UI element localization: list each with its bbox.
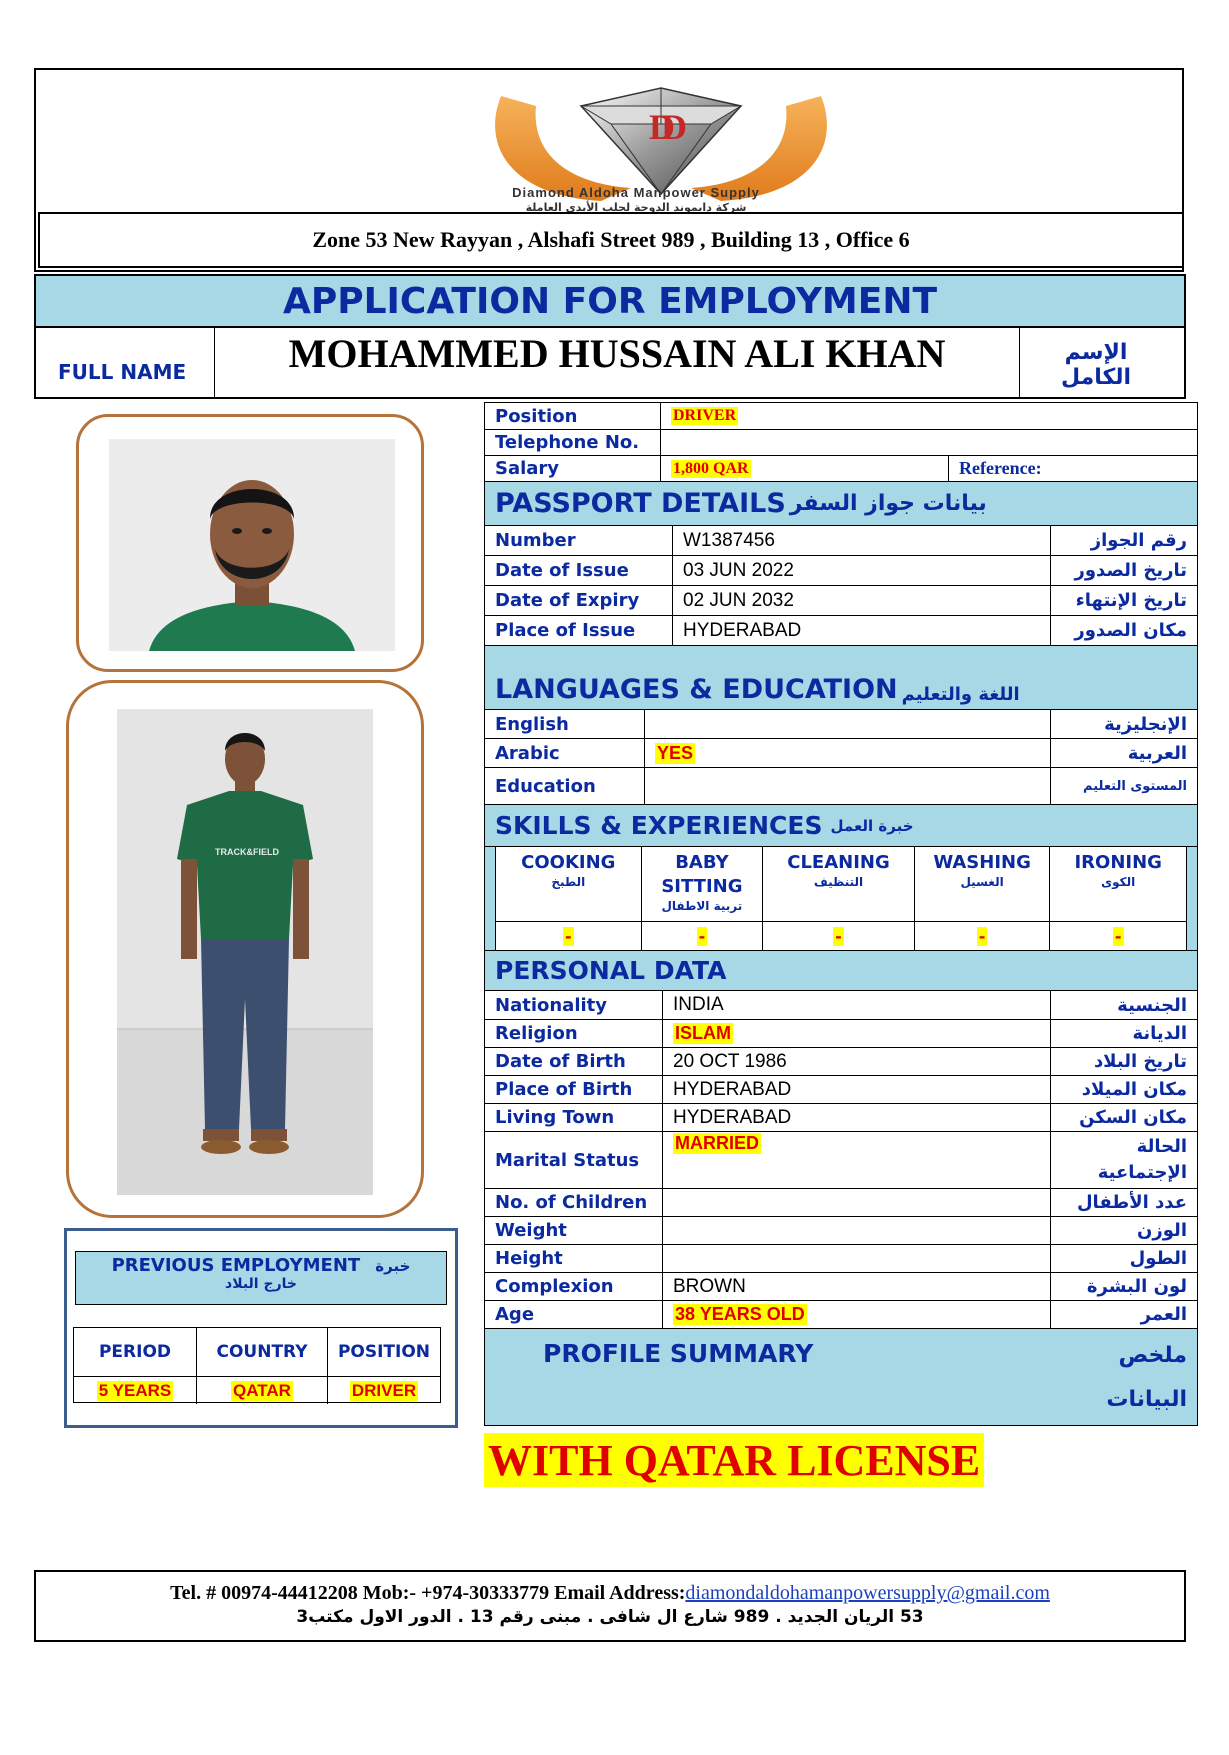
language-row-value: YES — [657, 742, 694, 763]
skill-value: - — [1114, 926, 1122, 946]
table-row — [485, 1104, 1197, 1132]
passport-row-value: 03 JUN 2022 — [683, 559, 794, 581]
skill-value-cell — [496, 922, 642, 950]
logo-letters: DD — [649, 107, 673, 147]
skill-name: COOKING — [521, 852, 616, 873]
salary-label: Salary — [495, 458, 560, 479]
personal-row-label-ar: عدد الأطفال — [1076, 1192, 1187, 1213]
table-row — [485, 1273, 1197, 1301]
footer-contact-line — [36, 1582, 1184, 1605]
skill-value: - — [978, 926, 986, 946]
personal-row-label-ar: الجنسية — [1117, 994, 1187, 1016]
reference-label: Reference: — [959, 458, 1042, 478]
position-header: POSITION — [337, 1342, 431, 1362]
language-row-label: Education — [495, 775, 596, 797]
previous-employment-title: PREVIOUS EMPLOYMENT — [111, 1255, 361, 1276]
languages-table — [485, 710, 1197, 805]
languages-title-ar: اللغة والتعليم — [901, 684, 1020, 705]
table-row — [485, 739, 1197, 768]
personal-row-value: MARRIED — [675, 1133, 759, 1153]
personal-row-value: ISLAM — [675, 1023, 731, 1043]
personal-table — [485, 991, 1197, 1329]
passport-table — [485, 526, 1197, 646]
skill-name: WASHING — [933, 852, 1031, 873]
personal-row-label-ar: الحالة الإجتماعية — [1097, 1136, 1187, 1183]
table-row — [485, 1048, 1197, 1076]
personal-row-label: Weight — [495, 1220, 567, 1241]
table-row — [485, 991, 1197, 1020]
full-name-value: MOHAMMED HUSSAIN ALI KHAN — [288, 331, 946, 376]
portrait-photo — [109, 439, 395, 651]
personal-row-label-ar: مكان الميلاد — [1081, 1079, 1187, 1100]
profile-summary-title: PROFILE SUMMARY — [543, 1339, 814, 1368]
profile-summary-title-ar2: البيانات — [1106, 1387, 1187, 1412]
position-row — [485, 403, 1197, 430]
skill-value: - — [564, 926, 572, 946]
passport-title-ar: بيانات جواز السفر — [789, 491, 987, 516]
previous-employment-title-ar1: خبرة — [375, 1257, 411, 1275]
skill-name-ar: التنظيف — [813, 875, 864, 889]
shirt-text: TRACK&FIELD — [215, 847, 279, 857]
personal-row-label: Living Town — [495, 1107, 615, 1128]
table-row — [485, 526, 1197, 556]
telephone-row — [485, 430, 1197, 456]
full-name-label: FULL NAME — [58, 360, 187, 384]
skill-value-cell — [763, 922, 915, 950]
personal-row-label: No. of Children — [495, 1192, 648, 1213]
personal-row-label-ar: العمر — [1140, 1304, 1187, 1325]
salary-row — [485, 456, 1197, 482]
skill-name: IRONING — [1074, 852, 1162, 873]
table-row — [485, 616, 1197, 646]
skill-value: - — [835, 926, 842, 946]
logo-text-en: Diamond Aldoha Manpower Supply — [512, 185, 760, 200]
personal-row-label: Place of Birth — [495, 1079, 633, 1100]
skill-header — [763, 847, 915, 921]
personal-row-label: Age — [495, 1304, 535, 1325]
salary-value: 1,800 QAR — [673, 459, 749, 477]
period-value: 5 YEARS — [98, 1380, 172, 1400]
personal-row-label-ar: تاريخ البلاد — [1093, 1051, 1187, 1072]
passport-row-value: 02 JUN 2032 — [683, 589, 794, 611]
skill-value-cell — [1050, 922, 1186, 950]
languages-title: LANGUAGES & EDUCATION — [495, 674, 898, 705]
fullbody-photo-frame — [66, 680, 424, 1218]
passport-section-header — [485, 482, 1197, 526]
footer-contact-text: Tel. # 00974-44412208 Mob:- +974-30333779 Email Address: — [170, 1582, 686, 1604]
passport-row-label: Date of Issue — [495, 560, 629, 581]
personal-row-label: Height — [495, 1248, 563, 1269]
personal-title: PERSONAL DATA — [495, 956, 727, 985]
skills-table-wrap — [485, 847, 1197, 951]
logo-text-ar: شركة دايموند الدوحة لجلب الأيدي العاملة — [525, 201, 747, 214]
previous-employment-title-ar2: خارج البلاد — [225, 1276, 297, 1292]
personal-row-label: Nationality — [495, 994, 607, 1016]
skill-name: CLEANING — [787, 852, 890, 873]
passport-row-label: Place of Issue — [495, 620, 636, 641]
passport-row-label: Number — [495, 530, 576, 551]
table-row — [485, 1132, 1197, 1189]
skill-value-cell — [642, 922, 764, 950]
skill-name-ar: الطبخ — [551, 875, 586, 889]
skills-header-row — [496, 847, 1186, 922]
language-row-label-ar: الإنجليزية — [1104, 713, 1187, 735]
skill-header — [642, 847, 764, 921]
period-header: PERIOD — [74, 1328, 197, 1376]
country-header: COUNTRY — [197, 1328, 328, 1376]
language-row-label-ar: المستوى التعليم — [1083, 778, 1187, 794]
portrait-photo-frame — [76, 414, 424, 672]
personal-row-label-ar: الوزن — [1137, 1220, 1187, 1241]
letterhead — [34, 68, 1184, 272]
previous-employment-box — [64, 1228, 458, 1428]
table-row — [485, 1301, 1197, 1329]
personal-row-label-ar: الطول — [1129, 1248, 1187, 1269]
previous-employment-table — [73, 1327, 441, 1403]
license-banner-text: WITH QATAR LICENSE — [488, 1435, 981, 1485]
language-row-label: Arabic — [495, 742, 560, 764]
position-label: Position — [495, 405, 578, 427]
position-value: DRIVER — [351, 1380, 417, 1400]
passport-row-label-ar: تاريخ الصدور — [1074, 560, 1187, 581]
application-title-bar — [34, 274, 1186, 328]
telephone-label: Telephone No. — [495, 432, 640, 453]
table-row — [485, 710, 1197, 739]
table-row — [485, 1076, 1197, 1104]
personal-row-label-ar: الديانة — [1132, 1023, 1187, 1044]
table-row — [485, 556, 1197, 586]
passport-title: PASSPORT DETAILS — [495, 488, 786, 519]
language-row-label: English — [495, 713, 569, 735]
full-name-value-cell — [214, 328, 1020, 398]
license-banner — [484, 1433, 984, 1487]
skills-table — [495, 847, 1187, 950]
skill-name: BABY SITTING — [661, 852, 743, 897]
full-name-label-ar: الإسم الكامل — [1060, 340, 1132, 390]
personal-row-value: HYDERABAD — [673, 1078, 792, 1100]
skill-name-ar: الكوى — [1101, 875, 1136, 889]
skills-value-row — [496, 922, 1186, 950]
skill-name-ar: الغسيل — [960, 875, 1004, 889]
passport-row-label-ar: تاريخ الإنتهاء — [1075, 590, 1187, 611]
profile-summary-title-ar1: ملخص — [1118, 1343, 1187, 1368]
personal-row-label-ar: لون البشرة — [1086, 1276, 1187, 1297]
table-row — [485, 586, 1197, 616]
table-row — [74, 1377, 440, 1404]
table-row — [485, 1217, 1197, 1245]
passport-row-label-ar: مكان الصدور — [1074, 620, 1187, 641]
full-name-row — [34, 327, 1186, 399]
skill-value: - — [698, 926, 706, 946]
language-row-label-ar: العربية — [1127, 742, 1187, 764]
footer-address-ar: 53 الريان الجديد . 989 شارع ال شافى . مبنى رقم 13 . الدور الاول مكتب3 — [296, 1607, 924, 1627]
personal-row-value: 38 YEARS OLD — [675, 1304, 805, 1324]
address-bar — [38, 212, 1184, 268]
skill-header — [496, 847, 642, 921]
fullbody-photo — [117, 709, 373, 1195]
application-title: APPLICATION FOR EMPLOYMENT — [282, 280, 938, 322]
application-form — [484, 402, 1198, 1426]
table-row — [485, 768, 1197, 805]
table-row — [485, 1020, 1197, 1048]
footer-email-link[interactable]: diamondaldohamanpowersupply@gmail.com — [685, 1582, 1050, 1604]
table-header-row — [74, 1328, 440, 1377]
passport-row-label: Date of Expiry — [495, 590, 640, 611]
skill-name-ar: تربية الاطفال — [661, 899, 743, 913]
passport-row-value: HYDERABAD — [683, 619, 802, 641]
personal-row-value: INDIA — [673, 994, 724, 1015]
personal-row-label: Complexion — [495, 1276, 614, 1297]
personal-row-label-ar: مكان السكن — [1079, 1107, 1187, 1128]
previous-employment-header — [75, 1251, 447, 1305]
address-text: Zone 53 New Rayyan , Alshafi Street 989 , Building 13 , Office 6 — [312, 227, 910, 252]
personal-section-header — [485, 951, 1197, 991]
personal-row-value: BROWN — [673, 1275, 746, 1297]
passport-row-value: W1387456 — [683, 529, 775, 551]
personal-row-label: Date of Birth — [495, 1051, 626, 1072]
footer-contact — [34, 1570, 1186, 1642]
skill-header — [915, 847, 1051, 921]
table-row — [485, 1189, 1197, 1217]
skills-title: SKILLS & EXPERIENCES — [495, 811, 823, 840]
skills-section-header — [485, 805, 1197, 847]
skill-value-cell — [915, 922, 1051, 950]
position-value: DRIVER — [673, 407, 737, 424]
personal-row-value: HYDERABAD — [673, 1106, 792, 1128]
skill-header — [1050, 847, 1186, 921]
skills-title-ar: خبرة العمل — [830, 816, 914, 835]
personal-row-label: Religion — [495, 1023, 578, 1044]
table-row — [485, 1245, 1197, 1273]
passport-row-label-ar: رقم الجواز — [1090, 530, 1187, 551]
country-value: QATAR — [233, 1380, 291, 1400]
personal-row-value: 20 OCT 1986 — [673, 1050, 787, 1072]
personal-row-label: Marital Status — [495, 1149, 640, 1171]
profile-summary — [485, 1329, 1197, 1425]
languages-section-header — [485, 646, 1197, 710]
